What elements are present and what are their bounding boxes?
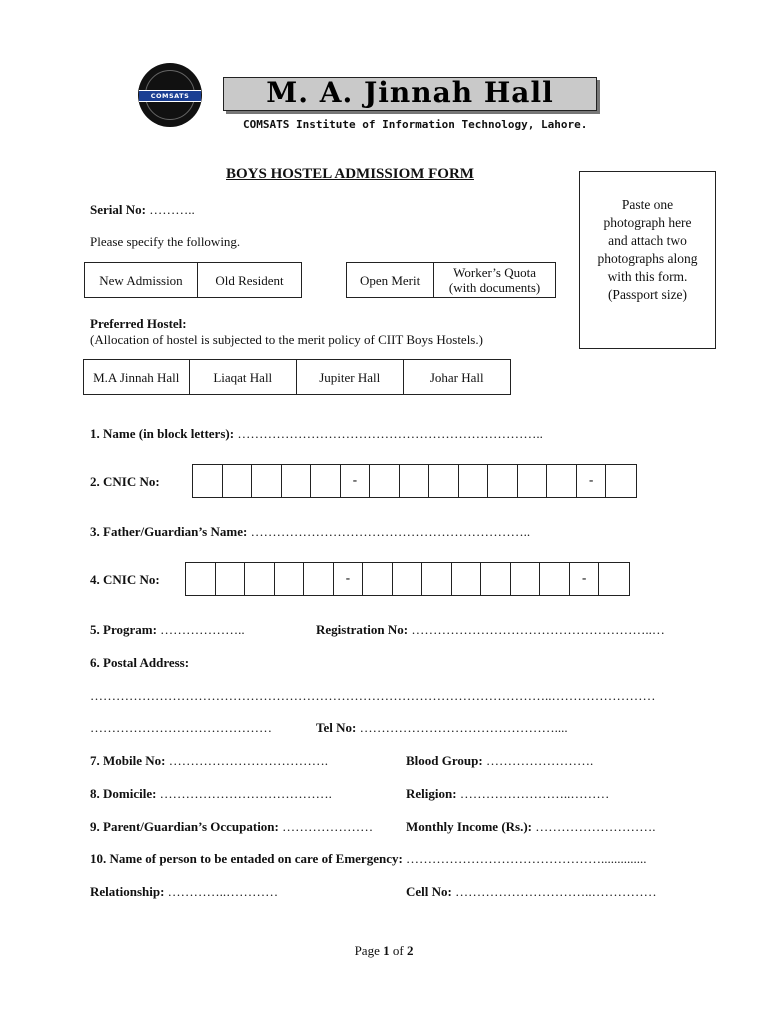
option-johar-hall[interactable]: Johar Hall: [429, 369, 484, 385]
form-title: BOYS HOSTEL ADMISSIOM FORM: [226, 166, 474, 182]
cnic-digit-box[interactable]: [540, 563, 570, 595]
page-total: 2: [406, 943, 414, 958]
option-ma-jinnah-hall[interactable]: M.A Jinnah Hall: [84, 360, 190, 394]
domicile-row: [90, 786, 332, 802]
name-row: [90, 426, 543, 442]
cnic-digit-box[interactable]: [304, 563, 334, 595]
cnic-digit-box[interactable]: [370, 465, 400, 497]
cnic-digit-box[interactable]: [363, 563, 393, 595]
hall-title-banner: [223, 77, 597, 111]
photo-instruction-line: photograph here: [603, 215, 692, 230]
name-field[interactable]: ……………………………………………………………..: [237, 426, 543, 441]
domicile-label: 8. Domicile:: [90, 786, 157, 801]
emergency-field[interactable]: ………………………………………..............: [406, 851, 647, 866]
cnic-digit-box[interactable]: [459, 465, 489, 497]
father-row: [90, 524, 530, 540]
logo-band: COMSATS: [139, 90, 201, 102]
postal-field-line2[interactable]: ……………………………………: [90, 720, 272, 735]
cnic-dash: -: [334, 563, 364, 595]
option-liaqat-hall[interactable]: Liaqat Hall: [190, 360, 298, 394]
cnic-digit-box[interactable]: [282, 465, 312, 497]
income-field[interactable]: ……………………….: [535, 819, 656, 834]
occupation-row: [90, 819, 373, 835]
photo-instruction-line: with this form.: [607, 269, 688, 284]
cnic-digit-box[interactable]: [186, 563, 216, 595]
cnic-digit-box[interactable]: [393, 563, 423, 595]
income-row: [406, 819, 656, 835]
cnic-dash: -: [570, 563, 600, 595]
cnic-digit-box[interactable]: [252, 465, 282, 497]
blood-group-label: Blood Group:: [406, 753, 483, 768]
option-old-resident[interactable]: Old Resident: [215, 272, 284, 288]
name-label: 1. Name (in block letters):: [90, 426, 235, 441]
cnic1-grid[interactable]: [192, 464, 637, 498]
relationship-row: [90, 884, 278, 900]
registration-field[interactable]: ………………………………………………..…: [411, 622, 665, 637]
photo-instruction-line: and attach two: [608, 233, 687, 248]
blood-row: [406, 753, 593, 769]
page-prefix: Page: [354, 943, 380, 958]
serial-field[interactable]: ………..: [149, 202, 195, 217]
hostel-options: [83, 359, 511, 395]
cnic-digit-box[interactable]: [481, 563, 511, 595]
photo-box: [579, 171, 716, 349]
tel-row: [316, 720, 568, 736]
occupation-label: 9. Parent/Guardian’s Occupation:: [90, 819, 279, 834]
income-label: Monthly Income (Rs.):: [406, 819, 533, 834]
preferred-hostel-note: (Allocation of hostel is subjected to the merit policy of CIIT Boys Hostels.): [90, 332, 483, 347]
admission-type-options: [84, 262, 302, 298]
page-number: [0, 943, 768, 959]
cnic2-grid[interactable]: [185, 562, 630, 596]
tel-label: Tel No:: [316, 720, 357, 735]
cell-label: Cell No:: [406, 884, 452, 899]
relationship-field[interactable]: …………..…………: [167, 884, 279, 899]
father-label: 3. Father/Guardian’s Name:: [90, 524, 248, 539]
photo-instruction-line: Paste one: [621, 197, 674, 212]
program-label: 5. Program:: [90, 622, 157, 637]
serial-label: Serial No:: [90, 202, 146, 217]
registration-label: Registration No:: [316, 622, 409, 637]
blood-group-field[interactable]: …………………….: [485, 753, 594, 768]
cnic1-label: 2. CNIC No:: [90, 474, 160, 489]
cnic-digit-box[interactable]: [223, 465, 253, 497]
page-of: of: [392, 943, 404, 958]
cnic-dash: -: [577, 465, 607, 497]
mobile-field[interactable]: ……………………………….: [168, 753, 328, 768]
emergency-row: [90, 851, 647, 867]
program-field[interactable]: ………………..: [160, 622, 245, 637]
postal-label: 6. Postal Address:: [90, 655, 190, 670]
cnic-dash: -: [341, 465, 371, 497]
religion-field[interactable]: ……………………..………: [459, 786, 610, 801]
occupation-field[interactable]: …………………: [282, 819, 374, 834]
domicile-field[interactable]: ………………………………….: [159, 786, 332, 801]
specify-text: Please specify the following.: [90, 234, 241, 249]
postal-field-line1[interactable]: ……………………………………………………………………………………………..……………………: [90, 688, 656, 703]
page-current: 1: [383, 943, 390, 958]
cnic-digit-box[interactable]: [422, 563, 452, 595]
option-open-merit[interactable]: Open Merit: [347, 263, 434, 297]
religion-label: Religion:: [406, 786, 457, 801]
workers-quota-label: Worker’s Quota: [453, 265, 536, 280]
option-jupiter-hall[interactable]: Jupiter Hall: [297, 360, 404, 394]
relationship-label: Relationship:: [90, 884, 165, 899]
cnic-digit-box[interactable]: [547, 465, 577, 497]
mobile-row: [90, 753, 328, 769]
registration-row: [316, 622, 665, 638]
hall-title: M. A. Jinnah Hall: [266, 76, 554, 109]
cnic-digit-box[interactable]: [400, 465, 430, 497]
cnic-digit-box[interactable]: [452, 563, 482, 595]
quota-options: [346, 262, 556, 298]
preferred-hostel-label: Preferred Hostel:: [90, 316, 187, 331]
option-new-admission[interactable]: New Admission: [85, 263, 198, 297]
mobile-label: 7. Mobile No:: [90, 753, 166, 768]
cnic-digit-box[interactable]: [216, 563, 246, 595]
tel-field[interactable]: ………………………………………....: [359, 720, 568, 735]
photo-instruction-line: (Passport size): [607, 287, 688, 302]
cnic-digit-box[interactable]: [511, 563, 541, 595]
religion-row: [406, 786, 609, 802]
institute-name: COMSATS Institute of Information Technology, Lahore.: [243, 118, 588, 131]
cell-field[interactable]: …………………………..……………: [455, 884, 657, 899]
cnic-digit-box[interactable]: [275, 563, 305, 595]
cnic-digit-box[interactable]: [488, 465, 518, 497]
cnic-digit-box[interactable]: [518, 465, 548, 497]
photo-instruction-line: photographs along: [597, 251, 698, 266]
cnic-digit-box[interactable]: [193, 465, 223, 497]
option-workers-quota[interactable]: [434, 263, 555, 297]
cnic-digit-box[interactable]: [606, 465, 636, 497]
cnic2-label: 4. CNIC No:: [90, 572, 160, 587]
workers-quota-note: (with documents): [448, 280, 541, 295]
emergency-label: 10. Name of person to be entaded on care of Emergency:: [90, 851, 403, 866]
cell-row: [406, 884, 657, 900]
cnic-digit-box[interactable]: [245, 563, 275, 595]
cnic-digit-box[interactable]: [599, 563, 629, 595]
serial-row: [90, 202, 195, 218]
cnic-digit-box[interactable]: [311, 465, 341, 497]
comsats-logo: [138, 63, 202, 127]
program-row: [90, 622, 245, 638]
cnic-digit-box[interactable]: [429, 465, 459, 497]
father-field[interactable]: ………………………………………………………..: [250, 524, 531, 539]
